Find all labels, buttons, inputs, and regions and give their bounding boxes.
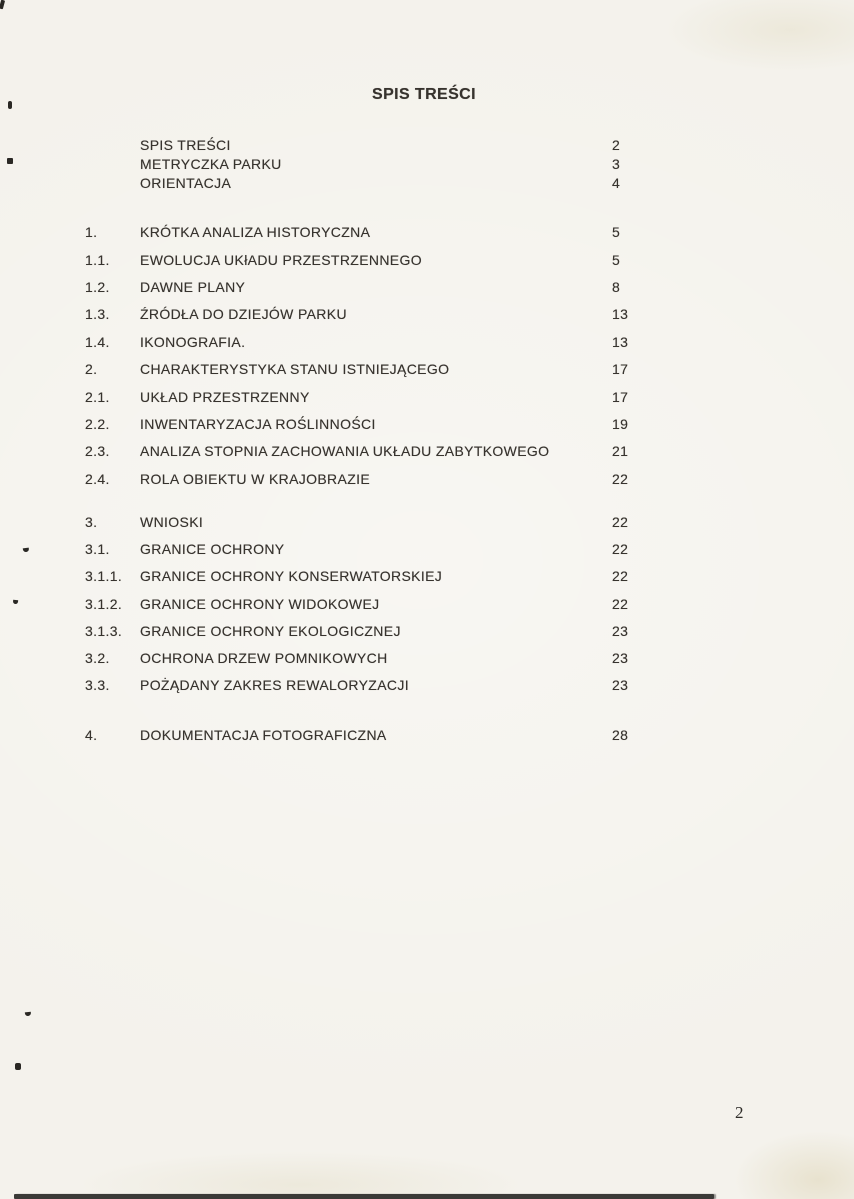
toc-entry-label: ROLA OBIEKTU W KRAJOBRAZIE — [140, 471, 371, 487]
footer-page-number: 2 — [735, 1103, 744, 1122]
toc-entry-label: INWENTARYZACJA ROŚLINNOŚCI — [140, 416, 376, 432]
toc-entry-number: 3.1.2. — [85, 596, 123, 612]
toc-row — [0, 623, 854, 641]
toc-entry-page: 19 — [612, 416, 629, 432]
toc-row — [0, 361, 854, 379]
toc-entry-page: 4 — [612, 175, 621, 191]
toc-row — [0, 471, 854, 489]
toc-entry-label: DOKUMENTACJA FOTOGRAFICZNA — [140, 727, 387, 743]
toc-entry-number: 3.2. — [85, 650, 110, 666]
toc-front-row — [0, 156, 854, 174]
toc-entry-page: 21 — [612, 443, 629, 459]
toc-row — [0, 443, 854, 461]
toc-row — [0, 416, 854, 434]
toc-row — [0, 279, 854, 297]
toc-entry-page: 3 — [612, 156, 621, 172]
toc-entry-page: 13 — [612, 334, 629, 350]
toc-entry-number: 3.1. — [85, 541, 110, 557]
toc-row — [0, 252, 854, 270]
toc-entry-number: 3. — [85, 514, 98, 530]
toc-entry-page: 13 — [612, 306, 629, 322]
toc-entry-label: SPIS TREŚCI — [140, 137, 231, 153]
toc-entry-label: GRANICE OCHRONY KONSERWATORSKIEJ — [140, 568, 443, 584]
toc-entry-label: METRYCZKA PARKU — [140, 156, 282, 172]
toc-entry-page: 28 — [612, 727, 629, 743]
toc-entry-number: 1.2. — [85, 279, 110, 295]
toc-entry-page: 22 — [612, 514, 629, 530]
toc-row — [0, 224, 854, 242]
toc-entry-page: 5 — [612, 224, 621, 240]
toc-row — [0, 334, 854, 352]
toc-entry-label: DAWNE PLANY — [140, 279, 246, 295]
toc-entry-page: 23 — [612, 650, 629, 666]
toc-row — [0, 514, 854, 532]
toc-entry-number: 2.4. — [85, 471, 110, 487]
toc-row — [0, 596, 854, 614]
toc-entry-page: 22 — [612, 471, 629, 487]
toc-entry-page: 22 — [612, 596, 629, 612]
toc-row — [0, 541, 854, 559]
ink-speck — [15, 1063, 21, 1070]
ink-speck — [7, 158, 13, 164]
toc-entry-number: 1.1. — [85, 252, 110, 268]
toc-entry-label: IKONOGRAFIA. — [140, 334, 246, 350]
toc-row — [0, 389, 854, 407]
toc-entry-number: 1.3. — [85, 306, 110, 322]
toc-entry-page: 22 — [612, 541, 629, 557]
toc-entry-label: ORIENTACJA — [140, 175, 232, 191]
toc-entry-label: EWOLUCJA UKłADU PRZESTRZENNEGO — [140, 252, 422, 268]
toc-row — [0, 677, 854, 695]
toc-entry-label: KRÓTKA ANALIZA HISTORYCZNA — [140, 224, 371, 240]
toc-entry-page: 17 — [612, 361, 629, 377]
ink-speck — [0, 0, 5, 9]
toc-front-row — [0, 137, 854, 155]
toc-entry-page: 2 — [612, 137, 621, 153]
toc-entry-label: WNIOSKI — [140, 514, 204, 530]
toc-entry-label: GRANICE OCHRONY WIDOKOWEJ — [140, 596, 380, 612]
toc-entry-label: OCHRONA DRZEW POMNIKOWYCH — [140, 650, 388, 666]
toc-entry-label: ŹRÓDŁA DO DZIEJÓW PARKU — [140, 306, 347, 322]
toc-entry-page: 22 — [612, 568, 629, 584]
toc-row — [0, 650, 854, 668]
toc-entry-number: 3.1.1. — [85, 568, 123, 584]
toc-entry-number: 1. — [85, 224, 98, 240]
toc-entry-label: POŻĄDANY ZAKRES REWALORYZACJI — [140, 677, 409, 693]
toc-entry-number: 2.1. — [85, 389, 110, 405]
toc-entry-page: 17 — [612, 389, 629, 405]
toc-entry-number: 3.1.3. — [85, 623, 123, 639]
toc-entry-number: 2.2. — [85, 416, 110, 432]
toc-entry-page: 8 — [612, 279, 621, 295]
toc-entry-label: CHARAKTERYSTYKA STANU ISTNIEJĄCEGO — [140, 361, 450, 377]
toc-row — [0, 568, 854, 586]
toc-entry-number: 1.4. — [85, 334, 110, 350]
toc-row — [0, 306, 854, 324]
toc-entry-page: 23 — [612, 677, 629, 693]
toc-entry-label: GRANICE OCHRONY — [140, 541, 285, 557]
ink-speck — [25, 1012, 31, 1017]
toc-entry-page: 5 — [612, 252, 621, 268]
toc-entry-label: ANALIZA STOPNIA ZACHOWANIA UKŁADU ZABYTKOWEGO — [140, 443, 550, 459]
toc-entry-label: UKŁAD PRZESTRZENNY — [140, 389, 310, 405]
toc-entry-number: 3.3. — [85, 677, 110, 693]
toc-row — [0, 727, 854, 745]
scan-edge-shadow — [14, 1194, 714, 1199]
toc-entry-number: 2. — [85, 361, 98, 377]
toc-entry-label: GRANICE OCHRONY EKOLOGICZNEJ — [140, 623, 401, 639]
toc-entry-number: 2.3. — [85, 443, 110, 459]
toc-front-row — [0, 175, 854, 193]
toc-entry-page: 23 — [612, 623, 629, 639]
ink-speck — [8, 101, 12, 109]
page-title: SPIS TREŚCI — [372, 86, 476, 103]
toc-entry-number: 4. — [85, 727, 98, 743]
